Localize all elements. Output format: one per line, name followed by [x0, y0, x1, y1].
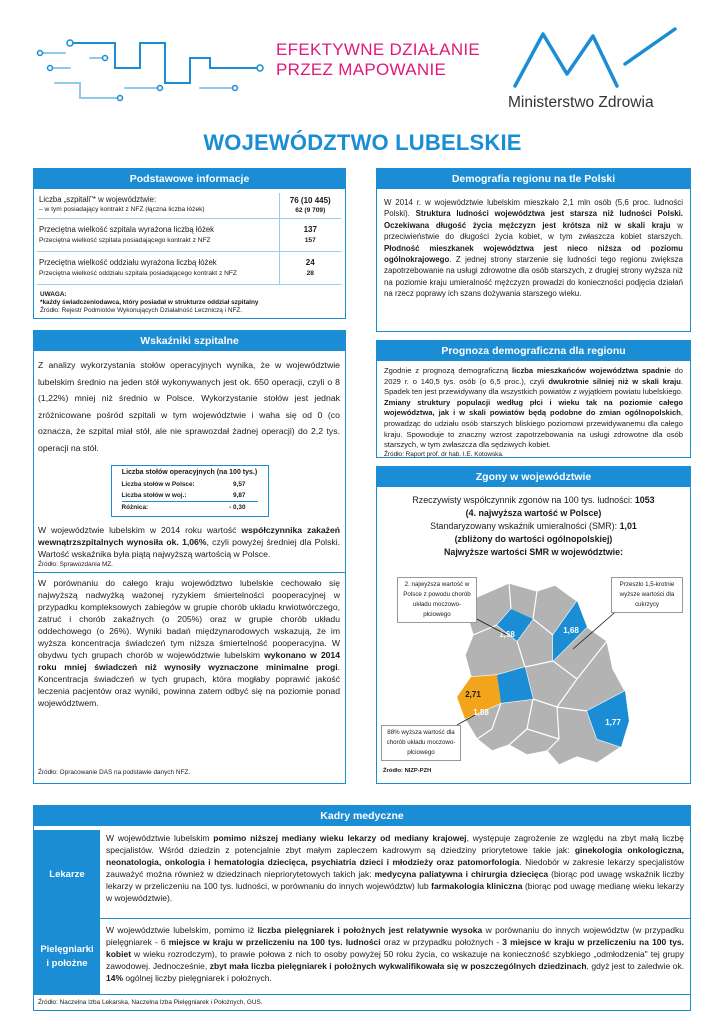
ministry-logo [505, 24, 685, 94]
mapping-logo [30, 28, 270, 108]
row-label: Liczba stołów w Polsce: [121, 481, 195, 488]
text-part: W porównaniu do całego kraju województwo lubelskie cechowało się najwyższą nadwyżką ważonej ryzykiem śmiertelności pooperacyjnej w przypadku kompleksowych zabiegów w grupie chorób układu krwiotwórczego, zatruć i chorób zakaźnych (o 205%) oraz w grupie chorób układu oddechowego (o 26%). Wyniki badań międzynarodowych wskazują, że im wyższa koncentracja świadczeń tym niższa śmiertelność pooperacyjna. W obydwu tych grupach chorób w województwie lubelskim [38, 578, 340, 661]
text-emphasis: 14% [106, 973, 124, 983]
text-emphasis: liczba pielęgniarek i położnych jest relatywnie wysoka [257, 925, 483, 935]
text-part: do 2029 r. o 140,5 tys. osób (o 6,5 proc.), czyli [384, 366, 683, 386]
text-emphasis: medycyna paliatywna i chirurgia dziecięca [374, 869, 549, 879]
text-part: (biorąc pod uwagę medianę wieku lekarzy w województwie). [106, 881, 684, 903]
source-text: Źródło: Raport prof. dr hab. I.E. Kotowska. [384, 450, 504, 458]
text-part: W 2014 r. w województwie lubelskim mieszkało 2,1 mln osób (5,6 proc. ludności Polski). [384, 198, 683, 219]
basic-sublabel: Przeciętna wielkość oddziału szpitala posiadającego kontrakt z NFZ [39, 270, 237, 277]
doctors-row [34, 830, 690, 919]
text-part: , prowadząc do udziału osób starszych bliskiego poziomowi przewidywanemu dla całego kraju. Spowoduje to znaczny wzrost zapotrzebowania na usługi zdrowotne dla osób starszych, w tym zwłaszcza dla sędziwych kobiet. [384, 408, 683, 450]
operating-tables-box [111, 465, 269, 517]
row-value: 9,87 [233, 492, 246, 499]
ministry-name: Ministerstwo Zdrowia [508, 94, 654, 111]
basic-sublabel: – w tym posiadający kontrakt z NFZ (łączna liczba łóżek) [39, 206, 205, 213]
nurses-label: Pielęgniarki i położne [34, 919, 100, 994]
text-part: . Spadek ten jest przewidywany dla wszystkich powiatów z wyjątkiem powiatu lubelskiego. [384, 376, 683, 397]
text-part: . Z jednej strony starzenie się ludności tego regionu zwiększa zapotrzebowanie na usługi zdrowotne dla osób starszych, z drugiej strony wyższa niż na poziomie kraju umieralność mężczyzn prowadzi do konieczności podjęcia działań na rzecz poprawy ich szans dożywania starszego wieku. [384, 255, 683, 299]
text-emphasis: wykonano w 2014 roku mniej świadczeń niż wynosiły wyznaczone minimalne progi [38, 650, 340, 673]
forecast-text [377, 361, 690, 451]
map-value: 1,68 [563, 626, 579, 635]
text-emphasis: Struktura ludności województwa jest starsza niż ludności Polski. Oczekiwana długość życia mężczyzn jest krótsza niż w skali kraju [384, 209, 683, 230]
basic-info-heading: Podstawowe informacje [34, 169, 345, 189]
deaths-heading: Zgony w województwie [377, 467, 690, 487]
smr-highest-title: Najwyższe wartości SMR w województwie: [443, 547, 624, 557]
page-title: WOJEWÓDZTWO LUBELSKIE [203, 130, 522, 155]
row-label: Różnica: [121, 504, 149, 511]
text-emphasis: Płodność mieszkanek województwa jest nieco niższa od poziomu ogólnokrajowego [384, 243, 683, 265]
text-part: W województwie lubelskim, pomimo iż [106, 925, 258, 935]
basic-subvalue: 28 [306, 270, 314, 277]
text-part: w wieku rozrodczym), to prawie połowa z nich to osoby powyżej 50 roku życia, co wskazuje na konieczność szybkiego „odmłodzenia" tej grupy zawodowej. Jednocześnie, [106, 949, 684, 971]
nurses-row [34, 919, 690, 995]
doctors-label: Lekarze [34, 830, 100, 918]
note-heading: UWAGA: [40, 291, 67, 298]
nurses-text [100, 919, 690, 994]
text-part: Zgodnie z prognozą demograficzną [384, 366, 512, 375]
table-row [37, 219, 341, 252]
slogan [276, 40, 480, 80]
operating-tables-title: Liczba stołów operacyjnych (na 100 tys.) [121, 469, 258, 476]
basic-info-panel [33, 168, 346, 319]
death-rate-rank: (4. najwyższa wartość w Polsce) [465, 508, 602, 518]
text-part: w przeciwieństwie do długości życia kobiet, w tym zwłaszcza kobiet starszych. [384, 220, 683, 242]
row-label: Liczba stołów w woj.: [121, 492, 187, 499]
text-emphasis: ginekologia onkologiczna, neonatologia, onkologia i hematologia dziecięca, psychiatria dzieci i młodzieży oraz patomorfologia [106, 845, 685, 867]
map-value: 1,77 [605, 718, 621, 727]
text-part: , gdyż jest to zaledwie ok. [586, 961, 684, 971]
demography-heading: Demografia regionu na tle Polski [377, 169, 690, 189]
source-text: Źródło: Naczelna Izba Lekarska, Naczelna Izba Pielęgniarek i Położnych, GUS. [38, 999, 263, 1006]
text-emphasis: współczynnika zakażeń wewnątrzszpitalnych wynosiła ok. 1,06% [38, 525, 341, 547]
text-part: Standaryzowany wskaźnik umieralności (SMR): [430, 521, 620, 531]
demography-text [377, 189, 690, 300]
map-value: 1,88 [473, 708, 489, 717]
slogan-line1: EFEKTYWNE DZIAŁANIE [276, 40, 481, 59]
text-part: w porównaniu do innych województw (w przypadku pielęgniarek - 6 [106, 925, 684, 947]
map-value: 2,71 [465, 690, 481, 699]
row-value: - 0,30 [229, 504, 246, 511]
deaths-panel [376, 466, 691, 784]
source-text: Źródło: NIZP-PZH [383, 767, 432, 774]
text-part: ogólnej liczby pielęgniarek i położnych. [123, 973, 272, 983]
text-part: (biorąc pod uwagę wskaźnik liczby lekarzy w przeliczeniu na 100 tys. ludności, w porównaniu do innych województw) lub [106, 869, 684, 891]
source-text: Źródło: Rejestr Podmiotów Wykonujących Działalność Leczniczą i NFZ. [40, 307, 243, 315]
table-row [37, 193, 341, 219]
basic-subvalue: 62 (9 709) [295, 206, 326, 214]
text-part: oraz w przypadku położnych - [380, 937, 503, 947]
hospital-indicators-heading: Wskaźniki szpitalne [34, 331, 345, 351]
operating-tables-text: Z analizy wykorzystania stołów operacyjnych wynika, że w województwie lubelskim średnio na jeden stół wykonywanych jest ok. 650 operacji, czyli o 8 (1,22%) mniej niż średnio w Polsce. Wykorzystanie stołów jest jednak zróżnicowane pośród szpitali w tym województwie i waha się od 0 (co oznacza, że szpital miał stół, ale nie sprawozdał żadnej operacji) do 2,2 tys. operacji na stół. [38, 360, 340, 453]
forecast-heading: Prognoza demograficzna dla regionu [377, 341, 690, 361]
text-emphasis: 1,01 [619, 521, 637, 531]
doctors-text [100, 830, 690, 918]
staff-heading: Kadry medyczne [34, 806, 690, 826]
table-row [37, 252, 341, 285]
text-emphasis: Zmiany struktury populacji według płci i wieku tak na poziomie całego województwa, jak i w skali powiatów będą podobne do zmian ogólnopolskich [384, 397, 683, 418]
callout-box: 2. najwyższa wartość w Polsce z powodu chorób układu moczowo-płciowego [397, 577, 477, 623]
text-part: . Koncentracja świadczeń w tych grupach, która mogłaby poprawić jakość leczenia pacjentów oraz wyniki, powinna zatem odbyć się na poziomie ponad województwem. [38, 662, 340, 709]
table-row [122, 490, 258, 502]
source-text: Źródło: Sprawozdania MZ. [38, 561, 113, 568]
mortality-text [34, 573, 345, 709]
basic-value: 76 (10 445) [289, 195, 331, 205]
text-part: , czyli powyżej średniej dla Polski. Wartość wskaźnika była piątą najwyższą wartością w Polsce. [38, 537, 340, 559]
callout-box: 88% wyższa wartość dla chorób układu moczowo-płciowego [381, 725, 461, 761]
smr-comparison: (zbliżony do wartości ogólnopolskiej) [454, 534, 613, 544]
table-row [122, 479, 258, 490]
text-emphasis: miejsce w kraju w przeliczeniu na 100 tys. ludności [168, 937, 381, 947]
staff-panel [33, 805, 691, 1011]
text-part: W województwie lubelskim [106, 833, 214, 843]
hospital-indicators-panel [33, 330, 346, 784]
basic-info-table [37, 193, 341, 285]
basic-label: Liczba „szpitali"* w województwie: [39, 195, 157, 204]
map-value: 1,68 [499, 630, 515, 639]
row-value: 9,57 [233, 481, 246, 488]
text-emphasis: dwukrotnie silniej niż w skali kraju [548, 376, 681, 386]
text-emphasis: liczba mieszkańców województwa spadnie [512, 366, 671, 375]
table-row [122, 502, 258, 513]
text-part: Rzeczywisty współczynnik zgonów na 100 tys. ludności: [412, 495, 635, 505]
infection-text [34, 517, 345, 560]
source-text: Źródło: Opracowanie DAS na podstawie danych NFZ. [38, 768, 191, 776]
text-emphasis: pomimo niższej mediany wieku lekarzy od mediany krajowej [213, 833, 467, 843]
text-part: W województwie lubelskim w 2014 roku wartość [38, 525, 242, 535]
text-part: . Niedobór w zakresie lekarzy specjalistów zauważyć można również w dziedzinach niepriorytetowych takich jak: [106, 857, 684, 879]
slogan-line2: PRZEZ MAPOWANIE [276, 60, 447, 79]
basic-label: Przeciętna wielkość szpitala wyrażona liczbą łóżek [39, 225, 215, 234]
basic-sublabel: Przeciętna wielkość szpitala posiadającego kontrakt z NFZ [39, 237, 211, 244]
callout-box: Przeszło 1,5-krotnie wyższe wartości dla cukrzycy [611, 577, 683, 613]
text-emphasis: 3 miejsce w kraju w przeliczeniu na 100 tys. kobiet [106, 937, 685, 959]
basic-value: 24 [305, 258, 315, 267]
forecast-panel [376, 340, 691, 458]
text-emphasis: 1053 [634, 495, 655, 505]
basic-label: Przeciętna wielkość oddziału wyrażona liczbą łóżek [39, 258, 217, 267]
text-emphasis: farmakologia kliniczna [431, 881, 523, 891]
note-text: *każdy świadczeniodawca, który posiadał w strukturze oddział szpitalny [40, 299, 259, 307]
basic-value: 137 [303, 225, 317, 234]
text-part: , występuje zagrożenie ze względu na zbyt małą liczbę specjalistów. Wśród dziedzin z potencjalnie zbyt małym zapleczem kadrowym są dziedziny priorytetowe takie jak: [106, 833, 684, 855]
demography-panel [376, 168, 691, 332]
text-emphasis: zbyt mała liczba pielęgniarek i położnych wykwalifikowała się w poszczególnych dziedzinach [209, 961, 587, 971]
basic-subvalue: 157 [304, 237, 316, 244]
